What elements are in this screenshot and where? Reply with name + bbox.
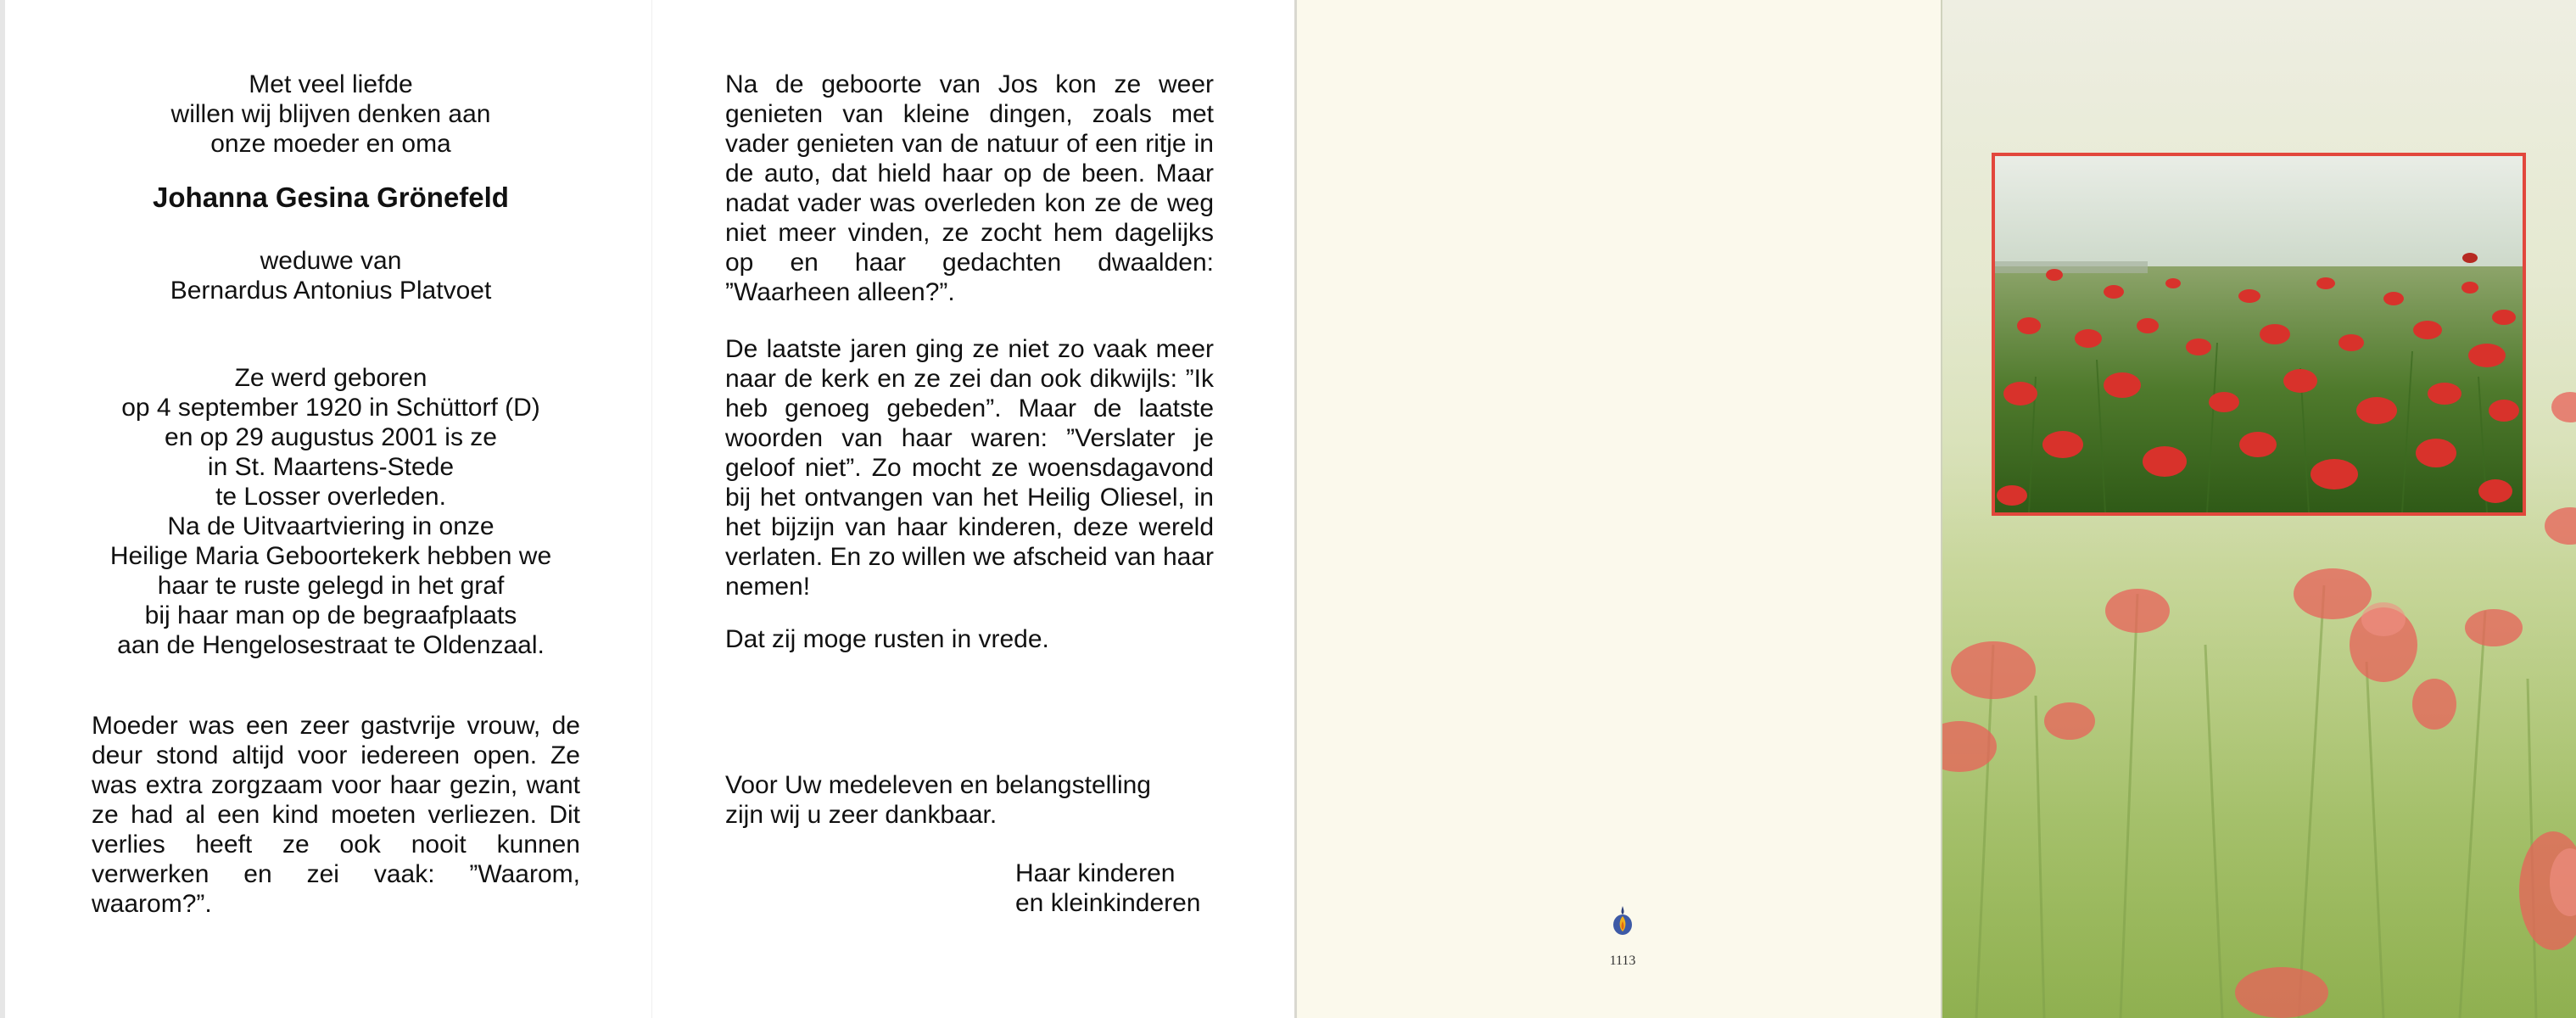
signature <box>1015 859 1270 918</box>
intro-line: willen wij blijven denken aan <box>170 100 491 128</box>
thanks-text <box>725 770 1214 830</box>
thanks-line: zijn wij u zeer dankbaar. <box>725 801 997 829</box>
jos-paragraph: Na de geboorte van Jos kon ze weer genieten van kleine dingen, zoals met vader genieten van de natuur of een ritje in de auto, dat hield haar op de been. Maar nadat vader was overleden kon ze de weg niet meer vinden, ze zocht hem dagelijks op en haar gedachten dwaalden: ”Waarheen alleen?”. <box>725 70 1214 306</box>
birth-line: te Losser overleden. <box>215 483 446 511</box>
birth-line: bij haar man op de begraafplaats <box>144 601 517 629</box>
church-paragraph: De laatste jaren ging ze niet zo vaak meer naar de kerk en ze zei dan ook dikwijls: ”Ik heb genoeg gebeden”. Maar de laatste woorden van haar waren: ”Verslater je geloof niet”. Zo mocht ze woensdagavond bij het ontvangen van het Heilig Oliesel, in het bijzijn van haar kinderen, deze wereld verlaten. En zo willen we afscheid van haar nemen! <box>725 335 1214 601</box>
middle-panel <box>651 0 1294 1018</box>
widow-line: weduwe van <box>260 247 402 275</box>
widow-text <box>5 246 657 305</box>
birth-line: Heilige Maria Geboortekerk hebben we <box>109 542 552 570</box>
birth-death-text <box>5 363 657 660</box>
thanks-line: Voor Uw medeleven en belangstelling <box>725 771 1151 799</box>
front-panel <box>1941 0 2576 1018</box>
poppy-field-photo <box>1992 153 2526 516</box>
deceased-name: Johanna Gesina Grönefeld <box>153 182 509 213</box>
intro-text <box>5 70 657 159</box>
birth-line: op 4 september 1920 in Schüttorf (D) <box>121 394 540 422</box>
left-panel <box>0 0 651 1018</box>
birth-line: aan de Hengelosestraat te Oldenzaal. <box>117 631 545 659</box>
print-number: 1113 <box>1609 954 1636 968</box>
rest-in-peace-line: Dat zij moge rusten in vrede. <box>725 625 1049 653</box>
birth-line: haar te ruste gelegd in het graf <box>157 572 505 600</box>
back-panel <box>1294 0 1941 1018</box>
widow-line: Bernardus Antonius Platvoet <box>170 277 492 305</box>
signature-line: en kleinkinderen <box>1015 889 1201 917</box>
poppy-photo-image <box>1995 156 2523 512</box>
flame-logo-icon <box>1611 904 1634 938</box>
intro-line: Met veel liefde <box>249 70 413 98</box>
birth-line: Na de Uitvaartviering in onze <box>167 512 495 540</box>
mother-paragraph: Moeder was een zeer gastvrije vrouw, de deur stond altijd voor iedereen open. Ze was extra zorgzaam voor haar gezin, want ze had al een kind moeten verliezen. Dit verlies heeft ze ook nooit kunnen verwerken en zei vaak: ”Waarom, waarom?”. <box>92 712 580 918</box>
signature-line: Haar kinderen <box>1015 859 1176 887</box>
birth-line: Ze werd geboren <box>234 364 427 392</box>
intro-line: onze moeder en oma <box>210 130 451 158</box>
birth-line: in St. Maartens-Stede <box>207 453 455 481</box>
birth-line: en op 29 augustus 2001 is ze <box>165 423 497 451</box>
